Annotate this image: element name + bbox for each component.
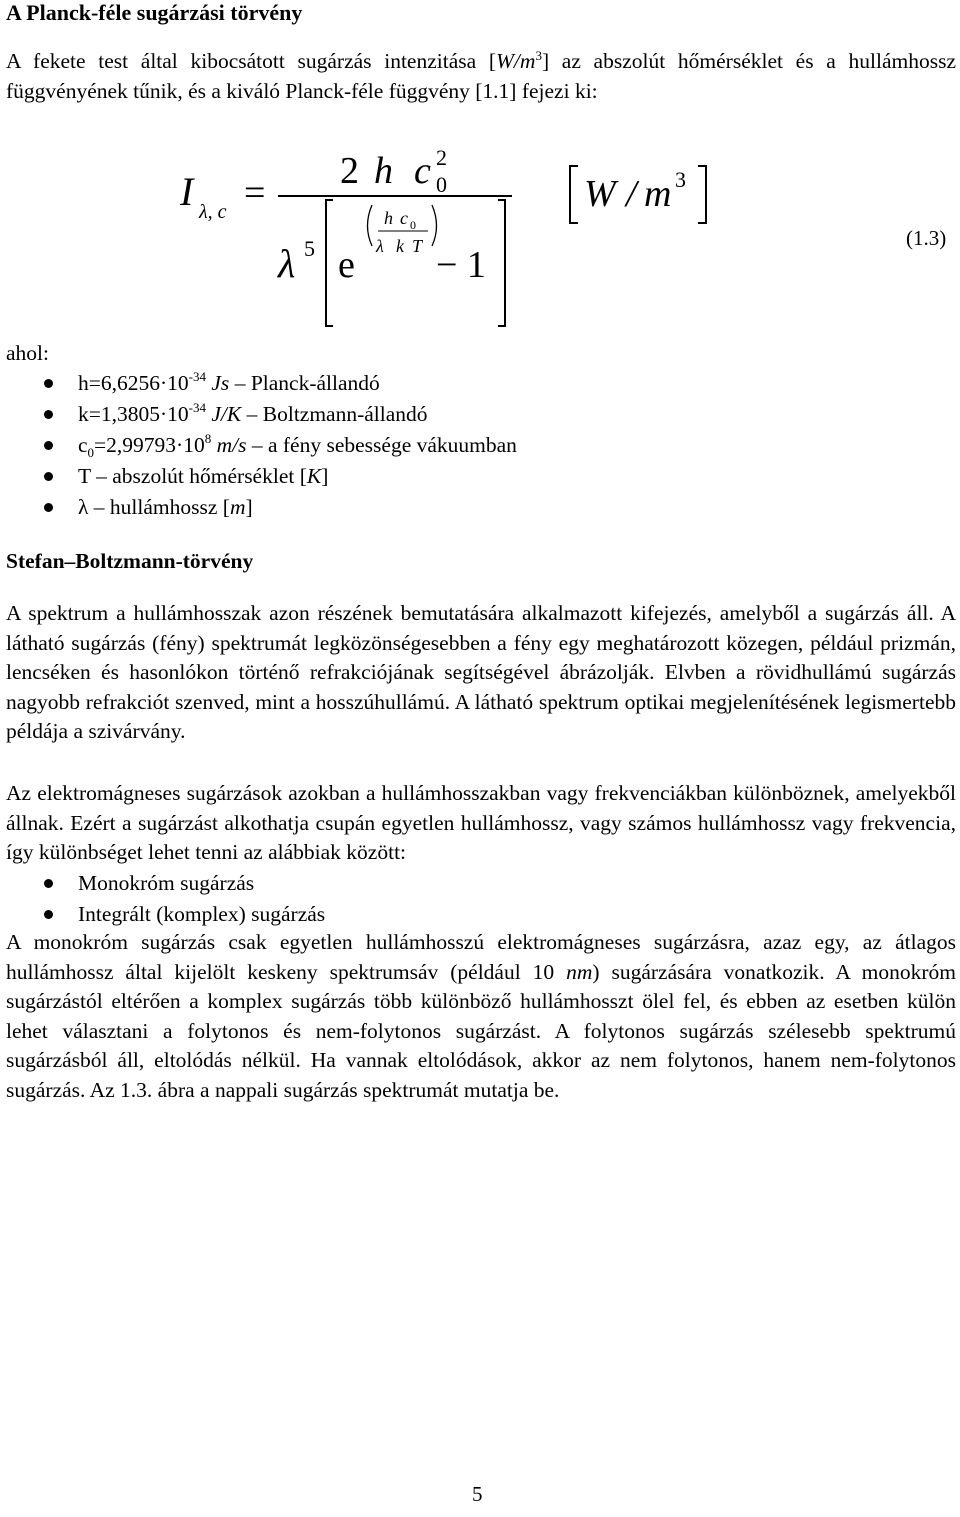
radiation-types-paragraph: Az elektromágneses sugárzások azokban a hullámhosszakban vagy frekvenciákban különböznek, amelyekből állnak. Ezért a sugárzást alkothatja csupán egyetlen hullámhossz, vagy számos hullámhossz vagy frekvencia, így különbséget lehet tenni az alábbiak között: — [6, 781, 956, 864]
section-title: Stefan–Boltzmann-törvény — [6, 549, 254, 573]
equation-number: (1.3) — [906, 226, 947, 250]
formula-e: e — [338, 244, 355, 286]
page-number: 5 — [472, 1482, 483, 1506]
formula-exp-den-lambda: λ — [376, 236, 384, 256]
formula-exp-num-c-sub: 0 — [410, 218, 416, 232]
monochrome-unit: nm — [566, 959, 593, 984]
formula-num-c: c — [414, 150, 431, 192]
formula-den-lambda-exp: 5 — [304, 236, 315, 261]
formula-equals: = — [244, 172, 266, 214]
unit-m-exp: 3 — [675, 167, 686, 192]
intro-text-1: A fekete test által kibocsátott sugárzás intenzitása [ — [6, 49, 497, 73]
formula-exp-num-h: h — [384, 208, 393, 228]
bullet-icon — [44, 879, 53, 888]
bullet-icon — [44, 379, 53, 388]
intro-paragraph — [6, 47, 956, 106]
formula-den-lambda: λ — [278, 241, 296, 286]
list-item: Monokróm sugárzás — [0, 868, 960, 899]
formula-num-2: 2 — [340, 150, 359, 192]
list-item: Integrált (komplex) sugárzás — [0, 899, 960, 930]
constants-list — [0, 368, 960, 523]
formula-right-bracket — [498, 200, 505, 326]
formula-num-c-sup: 2 — [436, 145, 447, 170]
intro-unit-exponent: 3 — [535, 47, 542, 63]
monochrome-paragraph — [6, 928, 956, 1105]
formula-exp-num-c: c — [400, 208, 408, 228]
page-title: A Planck-féle sugárzási törvény — [6, 0, 303, 25]
formula-exp-den-k: k — [396, 236, 404, 256]
intro-unit: W/m — [496, 49, 536, 73]
monochrome-text-1: A monokróm sugárzás csak egyetlen hullámhosszú elektromágneses sugárzásra, azaz egy, az átlagos hullámhossz által kijelölt keskeny spektrumsáv (például 10 — [6, 930, 956, 984]
formula-num-c-sub: 0 — [436, 172, 447, 197]
formula-left-bracket — [326, 200, 333, 326]
formula-exp-right-paren — [432, 205, 437, 246]
list-item: $k=1,3805\cdot 10^{-34}$ J/K – Boltzmann-állandó — [0, 399, 960, 430]
list-item: $c_0=2,99793\cdot 10^8$ m/s – a fény sebessége vákuumban — [0, 430, 960, 461]
unit-W: W — [584, 173, 616, 215]
bullet-icon — [44, 441, 53, 450]
unit-slash: / — [626, 173, 637, 215]
list-item: T – abszolút hőmérséklet [K] — [0, 461, 960, 492]
intro-text-2: ] az abszolút hőmérséklet és a hullámhossz függvényének tűnik, és a kiváló Planck-féle függvény [1.1] fejezi ki: — [6, 49, 956, 103]
monochrome-text-2: ) sugárzására vonatkozik. A monokróm sugárzástól eltérően a komplex sugárzás több különböző hullámhosszt ölel fel, és ebben az esetben külön lehet választani a folytonos és nem-folytonos sugárzást. A folytonos sugárzás szélesebb spektrumú sugárzásból áll, eltolódás nélkül. Ha vannak eltolódások, akkor az nem folytonos, hanem nem-folytonos sugárzás. Az 1.3. ábra a nappali sugárzás spektrumát mutatja be. — [6, 959, 956, 1102]
unit-m: m — [644, 173, 672, 215]
bullet-icon — [44, 910, 53, 919]
where-label: ahol: — [6, 341, 49, 365]
list-item: λ – hullámhossz [m] — [0, 492, 960, 523]
unit-left-bracket — [570, 166, 578, 223]
planck-formula — [0, 135, 960, 335]
formula-num-h: h — [374, 150, 393, 192]
formula-exp-left-paren — [368, 205, 373, 246]
bullet-icon — [44, 472, 53, 481]
formula-minus-one: − 1 — [436, 244, 486, 286]
spectrum-paragraph: A spektrum a hullámhosszak azon részének bemutatására alkalmazott kifejezés, amelyből a sugárzás áll. A látható sugárzás (fény) spektrumát legközönségesebben a fény egy meghatározott közegen, például prizmán, lencséken és hasonlókon történő refrakciójának segítségével ábrázolják. Elvben a rövidhullámú sugárzás nagyobb refrakciót szenved, mint a hosszúhullámú. A látható spektrum optikai megjelenítésének legismertebb példája a szivárvány. — [6, 601, 956, 743]
formula-lhs-subscript: λ, c — [199, 201, 227, 223]
radiation-types-list — [0, 868, 960, 930]
bullet-icon — [44, 410, 53, 419]
formula-lhs-I: I — [180, 169, 194, 214]
list-item: $h=6,6256\cdot 10^{-34}$ Js – Planck-állandó — [0, 368, 960, 399]
formula-exp-den-T: T — [412, 236, 423, 256]
unit-right-bracket — [698, 166, 706, 223]
bullet-icon — [44, 503, 53, 512]
